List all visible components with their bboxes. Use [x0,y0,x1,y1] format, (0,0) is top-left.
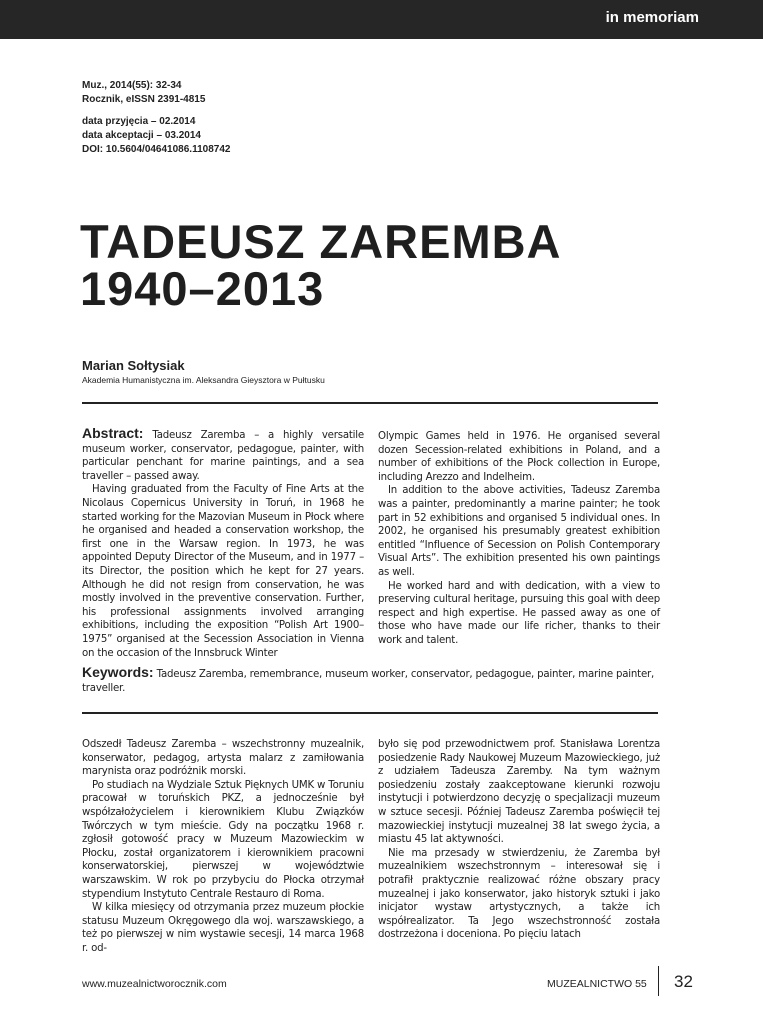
doi: DOI: 10.5604/04641086.1108742 [82,144,231,155]
body-column-left [82,738,364,956]
abstract-paragraph: Having graduated from the Faculty of Fine Arts at the Nicolaus Copernicus University in Toruń, in 1968 he started working for the Mazovian Museum in Płock where he organised and headed a conservation workshop, the first one in the Warsaw region. In 1973, he was appointed Deputy Director of the Museum, and in 1977 – its Director, the position which he kept for 27 years. Although he did not resign from conservation, he was mostly involved in the preventive conservation. Further, his professional assignments involved arranging exhibitions, including the exposition “Polish Art 1900–1975” organised at the Secession Association in Vienna on the occasion of the Innsbruck Winter [82,484,364,659]
body-paragraph: Po studiach na Wydziale Sztuk Pięknych UMK w Toruniu pracował w toruńskich PKZ, a jednocześnie był współzałożycielem i kierownikiem Klubu Związków Twórczych w tym mieście. Gdy na początku 1968 r. zgłosił gotowość pracy w Muzeum Mazowieckim w Płocku, został organizatorem i kierownikiem pracowni konserwatorskiej, pierwszej w województwie warszawskim. W rok po przybyciu do Płocka otrzymał stypendium Instytuto Centrale Restauro di Roma. [82,779,364,900]
author-name: Marian Sołtysiak [82,358,185,373]
article-title [80,215,562,315]
section-label: in memoriam [605,9,699,26]
body-paragraph: Nie ma przesady w stwierdzeniu, że Zaremba był muzealnikiem wszechstronnym – interesował się i potrafił praktycznie realizować różne obszary pracy muzealnej i jako konserwator, jako historyk sztuki i jako inicjator wystaw artystycznych, a także ich współrealizator. Ta Jego wszechstronność została dostrzeżona i doceniona. Po pięciu latach [378,847,660,941]
journal-url: www.muzealnictworocznik.com [82,978,227,990]
citation-metadata [82,79,230,157]
issn-line: Rocznik, eISSN 2391-4815 [82,94,206,105]
abstract-paragraph: He worked hard and with dedication, with a view to preserving cultural heritage, pursuing this goal with deep respect and high expertise. He passed away as one of those who have made our life richer, thanks to their work and talent. [378,580,660,646]
page-number: 32 [674,972,693,991]
section-header-bar [0,0,763,39]
footer-separator [658,966,659,996]
body-paragraph: W kilka miesięcy od otrzymania przez muzeum płockie statusu Muzeum Okręgowego dla woj. warszawskiego, a też po pierwszej w nim wystawie secesji, 14 marca 1968 r. od- [82,902,364,954]
keywords [82,666,658,695]
keywords-label: Keywords: [82,664,154,680]
keywords-text: Tadeusz Zaremba, remembrance, museum worker, conservator, pedagogue, painter, marine painter, traveller. [82,669,655,694]
accepted-date: data akceptacji – 03.2014 [82,130,201,141]
abstract-paragraph: In addition to the above activities, Tadeusz Zaremba was a painter, predominantly a marine painter; he took part in 52 exhibitions and organised 5 individual ones. In 2002, he organised his presumably greatest exhibition entitled “Influence of Secession on Polish Contemporary Visual Arts”. The exhibition presented his own paintings as well. [378,485,660,578]
title-line-name: TADEUSZ ZAREMBA [80,215,562,268]
top-divider [82,402,658,404]
journal-name: MUZEALNICTWO 55 [547,978,647,990]
citation-line: Muz., 2014(55): 32-34 [82,80,182,91]
abstract-paragraph: Olympic Games held in 1976. He organised several dozen Secession-related exhibitions in Poland, and a number of exhibitions of the Płock collection in Europe, including Arezzo and Indelheim. [378,431,660,483]
abstract-paragraph [82,427,364,483]
body-paragraph: było się pod przewodnictwem prof. Stanisława Lorentza posiedzenie Rady Naukowej Muzeum Mazowieckiego, już z udziałem Tadeusza Zaremby. Na tym ważnym posiedzeniu zostały zaakceptowane kierunki rozwoju instytucji i potwierdzono decyzję o specjalizacji muzeum w sztuce secesji. Później Tadeusz Zaremba poświęcił tej mazowieckiej instytucji muzealnej 38 lat swego życia, a miastu 45 lat aktywności. [378,739,660,846]
title-line-dates: 1940–2013 [80,262,325,315]
received-date: data przyjęcia – 02.2014 [82,116,196,127]
abstract-text: Tadeusz Zaremba – a highly versatile museum worker, conservator, pedagogue, painter, with particular penchant for marine paintings, and a sea traveller – passed away. [82,430,364,482]
author-affiliation: Akademia Humanistyczna im. Aleksandra Gieysztora w Pułtusku [82,375,325,385]
body-column-right [378,738,660,942]
bottom-divider [82,712,658,714]
abstract-column-right [378,430,660,648]
abstract-column-left [82,427,364,660]
abstract-label: Abstract: [82,425,144,441]
body-paragraph: Odszedł Tadeusz Zaremba – wszechstronny muzealnik, konserwator, pedagog, artysta malarz z zamiłowania marynista oraz podróżnik morski. [82,739,364,778]
